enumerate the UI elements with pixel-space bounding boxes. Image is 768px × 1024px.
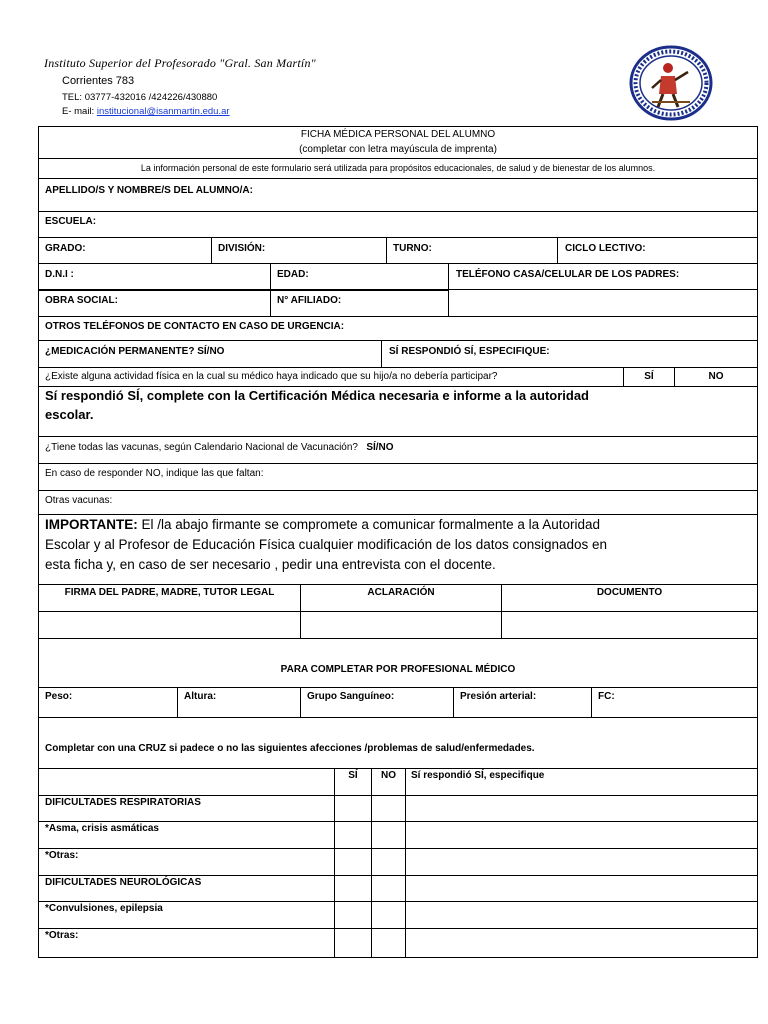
clarification-label: ACLARACIÓN <box>367 587 435 598</box>
medication-row <box>39 341 757 368</box>
document-input[interactable] <box>501 612 757 638</box>
signature-input[interactable] <box>39 612 300 638</box>
condition-cell <box>39 822 334 848</box>
division-label: DIVISIÓN: <box>218 243 266 254</box>
condition-cell <box>39 796 334 821</box>
missing-vaccines-row[interactable] <box>39 464 757 491</box>
condition-no-box[interactable] <box>371 796 405 821</box>
condition-label: *Otras: <box>45 850 79 861</box>
institution-address: Corrientes 783 <box>62 75 135 87</box>
condition-cell <box>39 929 334 957</box>
condition-label: DIFICULTADES RESPIRATORIAS <box>45 797 201 808</box>
condition-yes-box[interactable] <box>334 822 371 848</box>
form-title: FICHA MÉDICA PERSONAL DEL ALUMNO <box>300 129 496 140</box>
dni-field[interactable] <box>39 264 270 291</box>
condition-header-cell <box>39 769 334 795</box>
condition-yes-box[interactable] <box>334 796 371 821</box>
parents-phone-label: TELÉFONO CASA/CELULAR DE LOS PADRES: <box>456 269 680 280</box>
notice-row <box>39 159 757 179</box>
condition-specify-input[interactable] <box>405 796 757 821</box>
blood-group-label: Grupo Sanguíneo: <box>307 691 395 702</box>
certification-line-1: Sí respondió SÍ, complete con la Certificación Médica necesaria e informe a la autoridad <box>45 388 589 403</box>
height-label: Altura: <box>184 691 217 702</box>
missing-vaccines-label: En caso de responder NO, indique las que faltan: <box>45 468 264 479</box>
condition-specify-input[interactable] <box>405 876 757 901</box>
condition-cell <box>39 849 334 875</box>
height-field[interactable] <box>177 688 300 717</box>
dni-label: D.N.I : <box>45 269 74 280</box>
shift-label: TURNO: <box>393 243 432 254</box>
email-label: E- mail: <box>62 106 95 117</box>
institution-email-line <box>62 106 230 117</box>
certification-row <box>39 387 757 437</box>
condition-no-box[interactable] <box>371 929 405 957</box>
school-year-field[interactable] <box>557 238 757 263</box>
activity-yes-label: SÍ <box>644 371 654 382</box>
member-number-label: N° AFILIADO: <box>277 295 342 306</box>
important-label: IMPORTANTE: <box>45 517 138 532</box>
activity-no-box[interactable] <box>674 368 757 386</box>
signature-input-row <box>39 612 757 639</box>
vaccines-question <box>45 442 394 453</box>
privacy-notice: La información personal de este formulario será utilizada para propósitos educacionales, de salud y de bienestar de los alumnos. <box>140 163 656 173</box>
condition-no-box[interactable] <box>371 822 405 848</box>
table-row <box>39 929 757 957</box>
table-row <box>39 876 757 902</box>
student-name-row[interactable] <box>39 179 757 212</box>
emergency-row[interactable] <box>39 317 757 341</box>
insurance-row-border <box>39 290 757 317</box>
medication-field[interactable] <box>39 341 381 367</box>
signature-header-cell <box>39 585 300 611</box>
weight-label: Peso: <box>45 691 73 702</box>
condition-yes-box[interactable] <box>334 902 371 928</box>
condition-specify-input[interactable] <box>405 849 757 875</box>
form-title-row <box>39 127 757 159</box>
activity-question-cell <box>39 368 623 386</box>
weight-field[interactable] <box>39 688 177 717</box>
division-field[interactable] <box>211 238 386 263</box>
vitals-row <box>39 688 757 718</box>
condition-specify-input[interactable] <box>405 929 757 957</box>
important-row <box>39 515 757 585</box>
yes-header-cell <box>334 769 371 795</box>
condition-no-box[interactable] <box>371 849 405 875</box>
form-subtitle: (completar con letra mayúscula de imprenta) <box>299 144 497 155</box>
blood-pressure-label: Presión arterial: <box>460 691 537 702</box>
dni-row <box>39 264 757 290</box>
age-field[interactable] <box>270 264 448 291</box>
clarification-header-cell <box>300 585 501 611</box>
yes-header: SÍ <box>348 770 358 781</box>
cross-instruction: Completar con una CRUZ si padece o no las siguientes afecciones /problemas de salud/enfermedades. <box>45 743 535 754</box>
student-name-label: APELLIDO/S Y NOMBRE/S DEL ALUMNO/A: <box>45 185 253 196</box>
important-text-1: El /la abajo firmante se compromete a comunicar formalmente a la Autoridad <box>141 517 600 532</box>
certification-line-2: escolar. <box>45 407 94 422</box>
other-vaccines-label: Otras vacunas: <box>45 495 113 506</box>
instruction-row <box>39 718 757 769</box>
grade-field[interactable] <box>39 238 211 263</box>
activity-no-label: NO <box>708 371 724 382</box>
condition-yes-box[interactable] <box>334 929 371 957</box>
condition-specify-input[interactable] <box>405 902 757 928</box>
school-year-label: CICLO LECTIVO: <box>565 243 646 254</box>
email-link[interactable]: institucional@isanmartin.edu.ar <box>96 106 230 117</box>
vaccines-row[interactable] <box>39 437 757 464</box>
document-header-cell <box>501 585 757 611</box>
table-row <box>39 849 757 876</box>
heart-rate-field[interactable] <box>591 688 757 717</box>
clarification-input[interactable] <box>300 612 501 638</box>
school-row[interactable] <box>39 212 757 238</box>
table-row <box>39 822 757 849</box>
medication-specify-field[interactable] <box>381 341 757 367</box>
blood-group-field[interactable] <box>300 688 453 717</box>
activity-yes-box[interactable] <box>623 368 674 386</box>
school-label: ESCUELA: <box>45 216 97 227</box>
condition-cell <box>39 902 334 928</box>
insurance-label: OBRA SOCIAL: <box>45 295 118 306</box>
condition-specify-input[interactable] <box>405 822 757 848</box>
document-label: DOCUMENTO <box>596 587 663 598</box>
activity-row <box>39 368 757 387</box>
no-header-cell <box>371 769 405 795</box>
medication-label: ¿MEDICACIÓN PERMANENTE? SÍ/NO <box>45 346 225 357</box>
other-vaccines-row[interactable] <box>39 491 757 515</box>
signature-header-row <box>39 585 757 612</box>
heart-rate-label: FC: <box>598 691 615 702</box>
medical-section-row <box>39 639 757 688</box>
table-row <box>39 902 757 929</box>
vaccines-question-text: ¿Tiene todas las vacunas, según Calendario Nacional de Vacunación? <box>45 442 358 453</box>
condition-cell <box>39 876 334 901</box>
condition-no-box[interactable] <box>371 876 405 901</box>
important-line-3: esta ficha y, en caso de ser necesario , pedir una entrevista con el docente. <box>45 557 496 572</box>
vaccines-yes-no: SÍ/NO <box>366 442 394 453</box>
grade-label: GRADO: <box>45 243 86 254</box>
condition-yes-box[interactable] <box>334 876 371 901</box>
medical-section-title: PARA COMPLETAR POR PROFESIONAL MÉDICO <box>280 664 516 675</box>
parents-phone-field[interactable] <box>448 264 757 289</box>
signature-label: FIRMA DEL PADRE, MADRE, TUTOR LEGAL <box>64 587 275 598</box>
specify-header-cell <box>405 769 757 795</box>
condition-yes-box[interactable] <box>334 849 371 875</box>
institution-seal-icon <box>628 44 714 122</box>
medication-specify-label: SÍ RESPONDIÓ SÍ, ESPECIFIQUE: <box>389 346 550 357</box>
shift-field[interactable] <box>386 238 557 263</box>
condition-label: *Convulsiones, epilepsia <box>45 903 163 914</box>
condition-label: *Asma, crisis asmáticas <box>45 823 159 834</box>
blood-pressure-field[interactable] <box>453 688 591 717</box>
specify-header: Sí respondió SÍ, especifique <box>411 770 545 781</box>
institution-phone: TEL: 03777-432016 /424226/430880 <box>62 92 218 103</box>
table-row <box>39 796 757 822</box>
conditions-header-row <box>39 769 757 796</box>
activity-question: ¿Existe alguna actividad física en la cual su médico haya indicado que su hijo/a no debería participar? <box>45 371 498 382</box>
medical-form <box>38 126 758 958</box>
no-header: NO <box>381 770 396 781</box>
condition-no-box[interactable] <box>371 902 405 928</box>
grade-row <box>39 238 757 264</box>
institution-name: Instituto Superior del Profesorado "Gral. San Martín" <box>44 56 316 70</box>
important-line-1 <box>45 517 600 532</box>
emergency-label: OTROS TELÉFONOS DE CONTACTO EN CASO DE URGENCIA: <box>45 321 345 332</box>
age-label: EDAD: <box>277 269 309 280</box>
condition-label: DIFICULTADES NEUROLÓGICAS <box>45 877 202 888</box>
important-line-2: Escolar y al Profesor de Educación Física cualquier modificación de los datos consignados en <box>45 537 608 552</box>
condition-label: *Otras: <box>45 930 79 941</box>
